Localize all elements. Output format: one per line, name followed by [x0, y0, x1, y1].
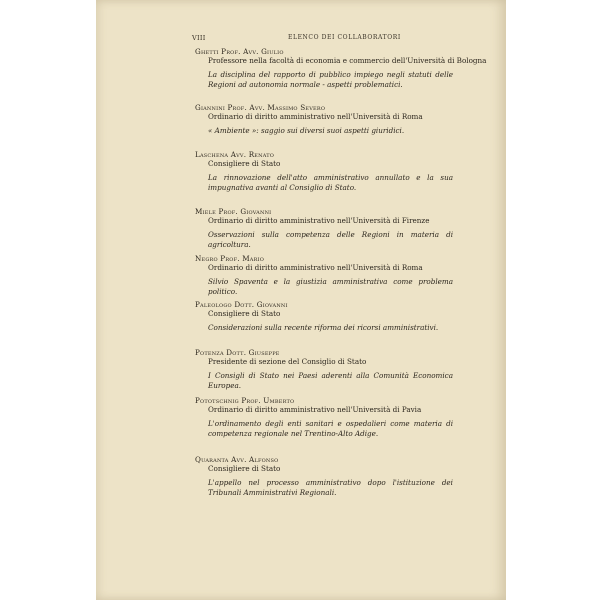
- contributor-entry: [195, 396, 506, 439]
- contributor-entry: [195, 103, 506, 136]
- contributor-entry: [195, 300, 506, 333]
- running-title: ELENCO DEI COLLABORATORI: [288, 34, 401, 41]
- contribution-title: L'ordinamento degli enti sanitari e ospedalieri come materia di competenza regionale nel Trentino-Alto Adige.: [208, 419, 453, 438]
- contributor-role: Ordinario di diritto amministrativo nell'Università di Roma: [208, 112, 423, 121]
- contribution-title: Silvio Spaventa e la giustizia amministrativa come problema politico.: [208, 277, 453, 296]
- contributor-entry: [195, 348, 506, 391]
- contribution-title: Osservazioni sulla competenza delle Regioni in materia di agricoltura.: [208, 230, 453, 249]
- contributor-entry: [195, 207, 506, 250]
- contribution-title: La rinnovazione dell'atto amministrativo annullato e la sua impugnativa avanti al Consiglio di Stato.: [208, 173, 453, 192]
- contributor-name: Quaranta Avv. Alfonso: [195, 455, 279, 464]
- contributor-entry: [195, 254, 506, 297]
- contributor-entry: [195, 150, 506, 193]
- contributor-name: Giannini Prof. Avv. Massimo Severo: [195, 103, 326, 112]
- contributor-role: Consigliere di Stato: [208, 309, 281, 318]
- contributor-entry: [195, 47, 506, 90]
- contributor-name: Pototschnig Prof. Umberto: [195, 396, 295, 405]
- running-head: [96, 34, 506, 46]
- contributor-role: Professore nella facoltà di economia e commercio dell'Università di Bologna: [208, 56, 487, 65]
- contribution-title: « Ambiente »: saggio sui diversi suoi aspetti giuridici.: [208, 126, 405, 135]
- contributor-role: Presidente di sezione del Consiglio di Stato: [208, 357, 367, 366]
- contributor-name: Paleologo Dott. Giovanni: [195, 300, 288, 309]
- contributor-name: Negro Prof. Mario: [195, 254, 265, 263]
- contributor-role: Ordinario di diritto amministrativo nell'Università di Roma: [208, 263, 423, 272]
- book-page: [96, 0, 506, 600]
- page-number: VIII: [192, 34, 206, 42]
- contributor-name: Miele Prof. Giovanni: [195, 207, 272, 216]
- contributor-name: Laschena Avv. Renato: [195, 150, 275, 159]
- contributor-entry: [195, 455, 506, 498]
- contribution-title: La disciplina del rapporto di pubblico impiego negli statuti delle Regioni ad autonomia normale - aspetti problematici.: [208, 70, 453, 89]
- contributor-name: Ghetti Prof. Avv. Giulio: [195, 47, 284, 56]
- contribution-title: Considerazioni sulla recente riforma dei ricorsi amministrativi.: [208, 323, 439, 332]
- contributor-role: Consigliere di Stato: [208, 159, 281, 168]
- contributor-name: Potenza Dott. Giuseppe: [195, 348, 280, 357]
- contributor-role: Ordinario di diritto amministrativo nell'Università di Pavia: [208, 405, 422, 414]
- contributor-role: Ordinario di diritto amministrativo nell'Università di Firenze: [208, 216, 430, 225]
- contribution-title: L'appello nel processo amministrativo dopo l'istituzione dei Tribunali Amministrativi Regionali.: [208, 478, 453, 497]
- contribution-title: I Consigli di Stato nei Paesi aderenti alla Comunità Economica Europea.: [208, 371, 453, 390]
- contributor-role: Consigliere di Stato: [208, 464, 281, 473]
